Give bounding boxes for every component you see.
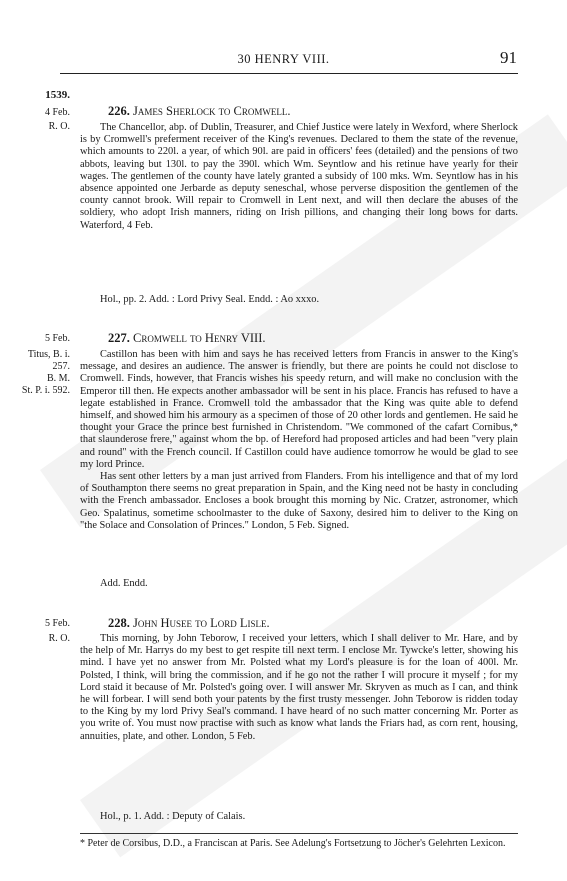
entry-body xyxy=(80,349,518,532)
entry-heading xyxy=(108,331,265,346)
footnote-rule xyxy=(80,833,518,834)
entry-body xyxy=(80,633,518,743)
header-rule xyxy=(60,73,518,74)
entry-paragraph: Castillon has been with him and says he has received letters from Francis in answer to the King's message, and desires an audience. The answer is friendly, but there are points he could not disclose to Cromwell. Finds, however, that Francis wishes his speedy return, and will make no conclusion with the Emperor till then. He expects another ambassador will be sent in his place. Francis has refused to have a legate established in France. Cromwell told the ambassador that the King was quite able to defend himself, and showed him his armoury as a specimen of those of 20 other lords and gentlemen. He said he thought your Grace the prince best furnished in Christendom. "We commoned of the cafart Cornibus,* that slaunderose frere," against whom the bp. of Hereford had proposed articles and had been "very plain and round" with the French council. If Castillon could have audience tomorrow he would be glad to see my lord Prince. xyxy=(80,349,518,470)
entry-endnote-text: Hol., p. 1. Add. : Deputy of Calais. xyxy=(100,811,246,822)
footnote: * Peter de Corsibus, D.D., a Franciscan at Paris. See Adelung's Fortsetzung to Jöcher's Gelehrten Lexicon. xyxy=(80,838,506,849)
entry-number: 226. xyxy=(108,104,130,118)
entry-title: Cromwell to Henry VIII. xyxy=(133,331,266,345)
entry-endnote xyxy=(80,294,518,306)
entry-body xyxy=(80,122,518,232)
entry-heading xyxy=(108,104,291,119)
entry-source: R. O. xyxy=(48,121,70,132)
entry-source: R. O. xyxy=(48,633,70,644)
entry-paragraph: The Chancellor, abp. of Dublin, Treasurer, and Chief Justice were lately in Wexford, where Sherlock is by Cromwell's preferment receiver of the King's revenues. Declared to them the state of the revenue, which amounts to 220l. a year, of which 90l. are paid in officers' fees (detailed) and the pensions of two abbots, leaving but 130l. to pay the 390l. which Wm. Seyntlow and his retinue have yearly for their wages. The gentlemen of the county have lately granted a subsidy of 100 mks. Wm. Seyntlow has in his absence appointed one Jerbarde as deputy seneschal, whose perverse disposition the gentlemen of the county cannot brook. Will repair to Cromwell in Lent next, and will then declare the abuses of the soldiery, who adopt Irish manners, riding on Irish pillions, and changing their long bows for darts. Waterford, 4 Feb. xyxy=(80,122,518,231)
entry-endnote xyxy=(80,811,518,823)
entry-source: Titus, B. i. 257. B. M. St. P. i. 592. xyxy=(21,349,70,396)
entry-paragraph: This morning, by John Teborow, I received your letters, which I shall deliver to Mr. Hare, and by the help of Mr. Harrys do my best to get respite till next term. I enclose Mr. Tywcke's letter, showing his mind. I have yet no answer from Mr. Polsted what my Lord's pleasure is for the loan of 400l. Mr. Polsted, I think, will bring the commission, and if he go not the rather I will procure it myself ; for my Lord staid it because of Mr. Polsted's going over. I will answer Mr. Skryven as much as I can, and think he will forbear. I will send both your patents by the first trusty messenger. John Teborow is ridden today to the King by my lord Privy Seal's command. I have heard of no such matter concerning Mr. Porter as you write of. You must now practise with such as know what lands the Friars had, as corn rent, housing, annuities, plate, and other. London, 5 Feb. xyxy=(80,633,518,742)
entry-number: 228. xyxy=(108,616,130,630)
entry-title: John Husee to Lord Lisle. xyxy=(133,616,270,630)
entry-endnote-text: Add. Endd. xyxy=(100,578,148,589)
entry-number: 227. xyxy=(108,331,130,345)
entry-endnote-text: Hol., pp. 2. Add. : Lord Privy Seal. Endd. : Ao xxxo. xyxy=(100,294,320,305)
entry-paragraph: Has sent other letters by a man just arrived from Flanders. From his intelligence and that of my lord of Southampton there seems no great preparation in Spain, and the King need not be hasty in concluding with the French ambassador. Encloses a book brought this morning by Nic. Cratzer, astronomer, which Geo. Spalatinus, sometime schoolmaster to the duke of Saxony, desired him to deliver to the King on "the Solace and Consolation of Princes." London, 5 Feb. Signed. xyxy=(80,471,518,531)
entry-endnote xyxy=(80,578,518,590)
entry-date: 5 Feb. xyxy=(45,333,70,344)
entry-date: 4 Feb. xyxy=(45,107,70,118)
entry-title: James Sherlock to Cromwell. xyxy=(133,104,291,118)
entry-year: 1539. xyxy=(45,89,70,101)
entry-heading xyxy=(108,616,270,631)
running-title: 30 HENRY VIII. xyxy=(237,52,330,66)
page-number: 91 xyxy=(500,48,517,67)
entry-date: 5 Feb. xyxy=(45,618,70,629)
